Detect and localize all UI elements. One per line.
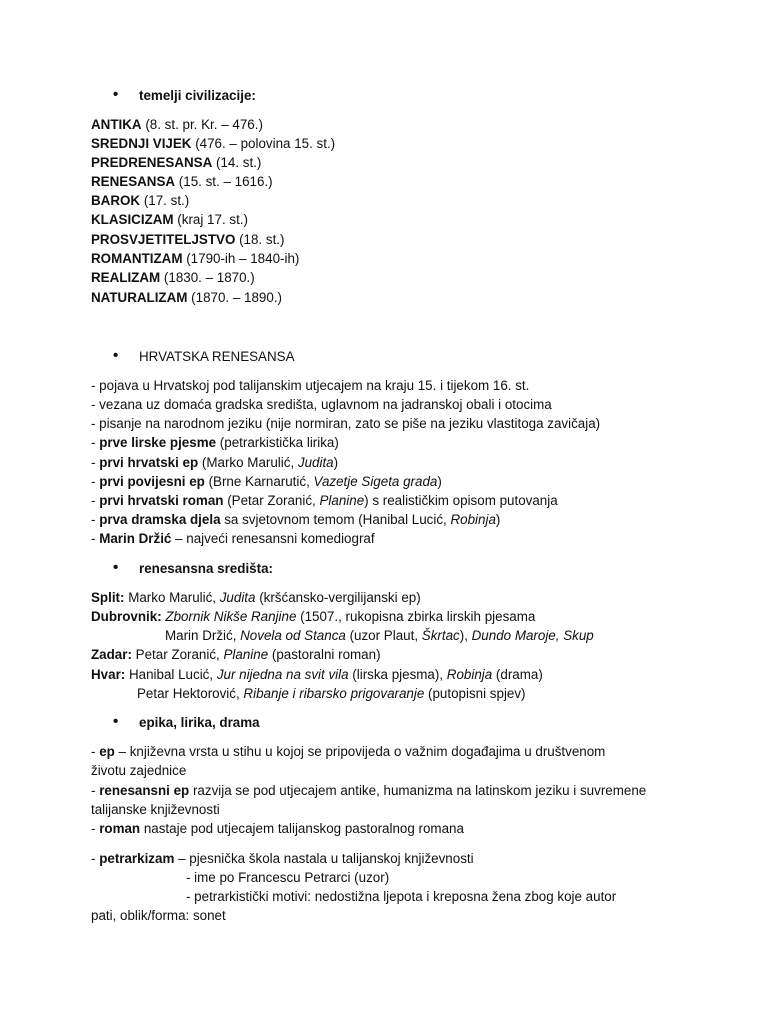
text-line: životu zajednice (91, 763, 187, 778)
bullet-icon: • (113, 86, 119, 103)
text-line: Petar Hektorović, Ribanje i ribarsko prigovaranje (putopisni spjev) (137, 686, 526, 701)
text-line: talijanske književnosti (91, 802, 220, 817)
text-line: - Marin Držić – najveći renesansni komediograf (91, 531, 375, 546)
bullet-icon: • (113, 713, 119, 730)
text-line: - prva dramska djela sa svjetovnom temom (Hanibal Lucić, Robinja) (91, 512, 501, 527)
text-line: Marin Držić, Novela od Stanca (uzor Plaut, Škrtac), Dundo Maroje, Skup (165, 628, 594, 643)
text-line: - pojava u Hrvatskoj pod talijanskim utjecajem na kraju 15. i tijekom 16. st. (91, 378, 530, 393)
period-item: BAROK (17. st.) (91, 193, 190, 208)
bullet-icon: • (113, 559, 119, 576)
text-line: Zadar: Petar Zoranić, Planine (pastoralni roman) (91, 647, 381, 662)
text-line: Split: Marko Marulić, Judita (kršćansko-vergilijanski ep) (91, 590, 421, 605)
text-line: Dubrovnik: Zbornik Nikše Ranjine (1507., rukopisna zbirka lirskih pjesama (91, 609, 536, 624)
period-item: PREDRENESANSA (14. st.) (91, 155, 262, 170)
text-line: - roman nastaje pod utjecajem talijanskog pastoralnog romana (91, 821, 464, 836)
period-item: PROSVJETITELJSTVO (18. st.) (91, 232, 285, 247)
period-item: NATURALIZAM (1870. – 1890.) (91, 290, 282, 305)
period-item: REALIZAM (1830. – 1870.) (91, 270, 255, 285)
period-item: SREDNJI VIJEK (476. – polovina 15. st.) (91, 136, 336, 151)
period-item: ANTIKA (8. st. pr. Kr. – 476.) (91, 117, 263, 132)
text-line: Hvar: Hanibal Lucić, Jur nijedna na svit vila (lirska pjesma), Robinja (drama) (91, 667, 543, 682)
text-line: - ime po Francescu Petrarci (uzor) (186, 870, 390, 885)
text-line: - vezana uz domaća gradska središta, uglavnom na jadranskoj obali i otocima (91, 397, 552, 412)
section-heading-temelji: temelji civilizacije: (139, 88, 256, 103)
period-item: ROMANTIZAM (1790-ih – 1840-ih) (91, 251, 300, 266)
section-heading-hrvatska-renesansa: HRVATSKA RENESANSA (139, 349, 295, 364)
text-line: - renesansni ep razvija se pod utjecajem antike, humanizma na latinskom jeziku i suvremene (91, 783, 647, 798)
text-line: - prve lirske pjesme (petrarkistička lirika) (91, 435, 339, 450)
text-line: - prvi hrvatski roman (Petar Zoranić, Planine) s realističkim opisom putovanja (91, 493, 558, 508)
text-line: pati, oblik/forma: sonet (91, 908, 226, 923)
text-line: - petrarkistički motivi: nedostižna ljepota i kreposna žena zbog koje autor (186, 889, 617, 904)
period-item: KLASICIZAM (kraj 17. st.) (91, 212, 248, 227)
text-line: - petrarkizam – pjesnička škola nastala u talijanskoj književnosti (91, 851, 474, 866)
text-line: - prvi povijesni ep (Brne Karnarutić, Vazetje Sigeta grada) (91, 474, 442, 489)
section-heading-renesansna-sredista: renesansna središta: (139, 561, 273, 576)
bullet-icon: • (113, 347, 119, 364)
text-line: - pisanje na narodnom jeziku (nije normiran, zato se piše na jeziku vlastitoga zavičaja) (91, 416, 601, 431)
period-item: RENESANSA (15. st. – 1616.) (91, 174, 273, 189)
text-line: - ep – književna vrsta u stihu u kojoj se pripovijeda o važnim događajima u društvenom (91, 744, 606, 759)
section-heading-epika: epika, lirika, drama (139, 715, 260, 730)
text-line: - prvi hrvatski ep (Marko Marulić, Judita) (91, 455, 339, 470)
